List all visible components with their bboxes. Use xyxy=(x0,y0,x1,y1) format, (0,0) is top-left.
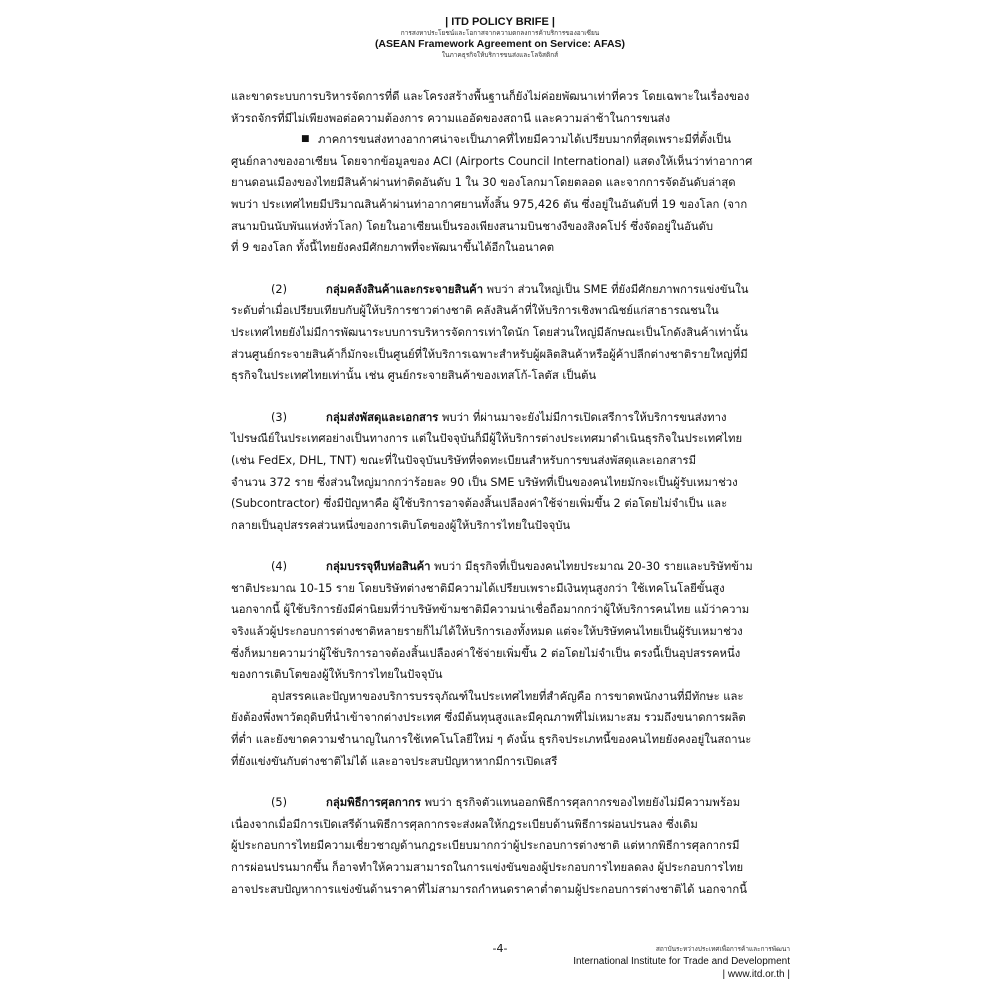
paragraph-line: สนามบินนับพันแห่งทั่วโลก) โดยในอาเซียนเป็นรองเพียงสนามบินชางงีของสิงคโปร์ ซึ่งจัดอยู่ในอันดับ xyxy=(231,219,714,233)
paragraph-line: ธุรกิจในประเทศไทยเท่านั้น เช่น ศูนย์กระจายสินค้าของเทสโก้-โลตัส เป็นต้น xyxy=(231,369,597,383)
paragraph-line: การผ่อนปรนมากขึ้น ก็อาจทำให้ความสามารถในการแข่งขันของผู้ประกอบการไทยลดลง ผู้ประกอบการไทย xyxy=(231,861,744,874)
section-number: (4) xyxy=(271,560,288,574)
paragraph-line: ของการเติบโตของผู้ให้บริการไทยในปัจจุบัน xyxy=(231,668,443,682)
paragraph-line: เนื่องจากเมื่อมีการเปิดเสรีด้านพิธีการศุลกากรจะส่งผลให้กฎระเบียบด้านพิธีการผ่อนปรนลง ซึ่งเดิม xyxy=(231,817,698,831)
section-text: พบว่า ส่วนใหญ่เป็น SME ที่ยังมีศักยภาพการแข่งขันใน xyxy=(483,282,749,296)
paragraph-line: อาจประสบปัญหาการแข่งขันด้านราคาที่ไม่สามารถกำหนดราคาต่ำตามผู้ประกอบการต่างชาติได้ นอกจากนี้ xyxy=(231,882,747,896)
section-number: (3) xyxy=(271,410,288,424)
brief-title: | ITD POLICY BRIFE | xyxy=(445,16,555,28)
paragraph-line: ส่วนศูนย์กระจายสินค้าก็มักจะเป็นศูนย์ที่ให้บริการเฉพาะสำหรับผู้ผลิตสินค้าหรือผู้ค้าปลีกต่างชาติรายใหญ่ที่มี xyxy=(231,347,748,361)
page-footer xyxy=(573,944,790,981)
section-3-lead xyxy=(231,407,789,429)
intro-line: หัวรถจักรที่มีไม่เพียงพอต่อความต้องการ ความแออัดของสถานี และความล่าช้าในการขนส่ง xyxy=(231,111,671,125)
intro-line: และขาดระบบการบริหารจัดการที่ดี และโครงสร้างพื้นฐานก็ยังไม่ค่อยพัฒนาเท่าที่ควร โดยเฉพาะในเรื่องของ xyxy=(231,90,750,103)
section-2-lead xyxy=(231,279,789,301)
section-heading: กลุ่มพิธีการศุลกากร xyxy=(326,796,421,810)
paragraph-line: ผู้ประกอบการไทยมีความเชี่ยวชาญด้านกฎระเบียบมากกว่าผู้ประกอบการต่างชาติ แต่หากพิธีการศุลกากรมี xyxy=(231,839,740,853)
org-name-thai: สถาบันระหว่างประเทศเพื่อการค้าและการพัฒนา xyxy=(655,945,790,953)
section-5-lead xyxy=(231,792,789,814)
sector-thai: ในภาคธุรกิจให้บริการขนส่งและโลจิสติกส์ xyxy=(441,51,559,59)
paragraph-line: ชาติประมาณ 10-15 ราย โดยบริษัทต่างชาติมีความได้เปรียบเพราะมีเงินทุนสูงกว่า ใช้เทคโนโลยีขั้นสูง xyxy=(231,581,725,595)
paragraph-line: (เช่น FedEx, DHL, TNT) ขณะที่ในปัจจุบันบริษัทที่จดทะเบียนสำหรับการขนส่งพัสดุและเอกสารมี xyxy=(231,453,697,467)
section-number: (5) xyxy=(271,796,288,810)
section-heading: กลุ่มบรรจุหีบห่อสินค้า xyxy=(326,560,431,574)
paragraph-line: ประเทศไทยยังไม่มีการพัฒนาระบบการบริหารจัดการเท่าใดนัก โดยส่วนใหญ่มีลักษณะเป็นโกดังสินค้าเท่านั้น xyxy=(231,325,748,339)
body-text xyxy=(231,86,789,900)
paragraph-line: ศูนย์กลางของอาเซียน โดยจากข้อมูลของ ACI (Airports Council International) แสดงให้เห็นว่าท่าอากาศ xyxy=(231,154,753,168)
subtitle-english: (ASEAN Framework Agreement on Service: AFAS) xyxy=(374,38,626,50)
paragraph-line: ที่ 9 ของโลก ทั้งนี้ไทยยังคงมีศักยภาพที่จะพัฒนาขึ้นได้อีกในอนาคต xyxy=(231,241,555,255)
org-website[interactable]: | www.itd.or.th | xyxy=(722,969,790,980)
paragraph-line: จำนวน 372 ราย ซึ่งส่วนใหญ่มากกว่าร้อยละ 90 เป็น SME บริษัทที่เป็นของคนไทยมักจะเป็นผู้รับเหมาช่วง xyxy=(231,475,738,489)
bullet-text: ภาคการขนส่งทางอากาศน่าจะเป็นภาคที่ไทยมีความได้เปรียบมากที่สุดเพราะมีที่ตั้งเป็น xyxy=(318,133,731,147)
paragraph-line: อุปสรรคและปัญหาของบริการบรรจุภัณฑ์ในประเทศไทยที่สำคัญคือ การขาดพนักงานที่มีทักษะ และ xyxy=(271,689,744,703)
org-name-english: International Institute for Trade and Development xyxy=(573,956,790,967)
section-heading: กลุ่มส่งพัสดุและเอกสาร xyxy=(326,410,439,424)
paragraph-line: ซึ่งก็หมายความว่าผู้ใช้บริการอาจต้องสิ้นเปลืองค่าใช้จ่ายเพิ่มขึ้น 2 ต่อโดยไม่จำเป็น ตรงนี้เป็นอุปสรรคหนึ่ง xyxy=(231,646,741,660)
paragraph-line: จริงแล้วผู้ประกอบการต่างชาติหลายรายก็ไม่ได้ให้บริการเองทั้งหมด แต่จะให้บริษัทคนไทยเป็นผู้รับเหมาช่วง xyxy=(231,625,743,639)
bullet-line xyxy=(231,129,789,151)
paragraph-line: ที่ยังแข่งขันกับต่างชาติไม่ได้ และอาจประสบปัญหาหากมีการเปิดเสรี xyxy=(231,754,558,768)
paragraph-line: ไปรษณีย์ในประเทศอย่างเป็นทางการ แต่ในปัจจุบันก็มีผู้ให้บริการต่างประเทศมาดำเนินธุรกิจในประเทศไทย xyxy=(231,432,743,446)
section-text: พบว่า มีธุรกิจที่เป็นของคนไทยประมาณ 20-30 รายและบริษัทข้าม xyxy=(430,560,753,574)
section-number: (2) xyxy=(271,282,288,296)
page-number: -4- xyxy=(492,942,508,955)
paragraph-line: ระดับต่ำเมื่อเปรียบเทียบกับผู้ให้บริการชาวต่างชาติ คลังสินค้าที่ให้บริการเชิงพาณิชย์แก่สาธารณชนใน xyxy=(231,304,719,318)
section-text: พบว่า ที่ผ่านมาจะยังไม่มีการเปิดเสรีการให้บริการขนส่งทาง xyxy=(438,410,727,424)
page-header xyxy=(0,16,1000,60)
paragraph-line: พบว่า ประเทศไทยมีปริมาณสินค้าผ่านท่าอากาศยานทั้งสิ้น 975,426 ตัน ซึ่งอยู่ในอันดับที่ 19 ของโลก (จาก xyxy=(231,197,748,211)
paragraph-line: ที่ต่ำ และยังขาดความชำนาญในการใช้เทคโนโลยีใหม่ ๆ ดังนั้น ธุรกิจประเภทนี้ของคนไทยยังคงอยู่ในสถานะ xyxy=(231,733,752,747)
square-bullet-icon: ■ xyxy=(301,134,310,145)
section-heading: กลุ่มคลังสินค้าและกระจายสินค้า xyxy=(326,282,484,296)
section-4-lead xyxy=(231,556,789,578)
paragraph-line: กลายเป็นอุปสรรคส่วนหนึ่งของการเติบโตของผู้ให้บริการไทยในปัจจุบัน xyxy=(231,518,571,532)
paragraph-line: นอกจากนี้ ผู้ใช้บริการยังมีค่านิยมที่ว่าบริษัทข้ามชาติมีความน่าเชื่อถือมากกว่าผู้ให้บริการคนไทย แม้ว่าความ xyxy=(231,603,750,617)
paragraph-line: ยานดอนเมืองของไทยมีสินค้าผ่านท่าติดอันดับ 1 ใน 30 ของโลกมาโดยตลอด และจากการจัดอันดับล่าสุด xyxy=(231,176,736,190)
subtitle-thai: การสงหาประโยชน์และโอกาสจากความตกลงการค้าบริการของอาเซียน xyxy=(400,29,600,37)
paragraph-line: (Subcontractor) ซึ่งมีปัญหาคือ ผู้ใช้บริการอาจต้องสิ้นเปลืองค่าใช้จ่ายเพิ่มขึ้น 2 ต่อโดยไม่จำเป็น และ xyxy=(231,497,728,511)
section-text: พบว่า ธุรกิจตัวแทนออกพิธีการศุลกากรของไทยยังไม่มีความพร้อม xyxy=(421,796,741,810)
paragraph-line: ยังต้องพึ่งพาวัตถุดิบที่นำเข้าจากต่างประเทศ ซึ่งมีต้นทุนสูงและมีคุณภาพที่ไม่เหมาะสม รวมถึงขนาดการผลิต xyxy=(231,711,746,725)
